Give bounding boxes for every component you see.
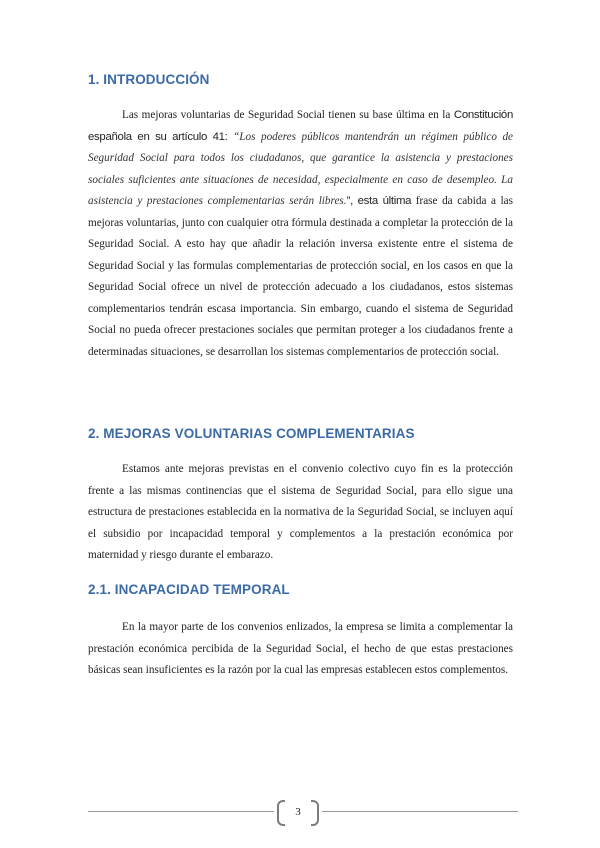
intro-quote-close: ”, esta última — [346, 195, 412, 207]
mejoras-text: Estamos ante mejoras previstas en el convenio colectivo cuyo fin es la protección frente a las mismas continencias que el sistema de Seguridad Social, para ello sigue una estructura de prestaciones establecida en la normativa de la Seguridad Social, se incluyen aquí el subsidio por incapacidad temporal y complementos a la prestación económica por maternidad y riesgo durante el embarazo. — [88, 463, 513, 561]
footer-rule-right — [322, 811, 518, 812]
paragraph-introduccion — [88, 105, 513, 363]
section-heading-introduccion: 1. INTRODUCCIÓN — [88, 72, 210, 87]
footer-rule-left — [88, 811, 274, 812]
section-heading-mejoras: 2. MEJORAS VOLUNTARIAS COMPLEMENTARIAS — [88, 426, 415, 441]
intro-text-b: frase da cabida a las mejoras voluntarias, junto con cualquier otra fórmula destinada a completar la protección de la Seguridad Social. A esto hay que añadir la relación inversa existente entre el sistema de Seguridad Social y las formulas complementarias de protección social, en los casos en que la Seguridad Social ofrece un nivel de protección adecuado a los ciudadanos, estos sistemas complementarios tendrán escasa importancia. Sin embargo, cuando el sistema de Seguridad Social no pueda ofrecer prestaciones sociales que permitan proteger a los ciudadanos frente a determinadas situaciones, se desarrollan los sistemas complementarios de protección social. — [88, 195, 514, 358]
intro-text-a: Las mejoras voluntarias de Seguridad Social tienen su base última en la — [122, 109, 451, 121]
page-number: 3 — [295, 806, 301, 818]
incapacidad-text: En la mayor parte de los convenios enlizados, la empresa se limita a complementar la prestación económica percibida de la Seguridad Social, el hecho de que estas prestaciones básicas sean insuficientes es la razón por la cual las empresas establecen estos complementos. — [88, 621, 513, 676]
intro-constitution-ref: Constitución española en su artículo 41: — [88, 109, 513, 143]
paragraph-incapacidad — [88, 617, 513, 682]
intro-quote: “Los poderes públicos mantendrán un régimen público de Seguridad Social para todos los ciudadanos, que garantice la asistencia y prestaciones sociales suficientes ante situaciones de necesidad, especialmente en caso de desempleo. La asistencia y prestaciones complementarias serán libres. — [88, 130, 514, 207]
section-heading-incapacidad: 2.1. INCAPACIDAD TEMPORAL — [88, 582, 290, 597]
paragraph-mejoras — [88, 459, 513, 567]
